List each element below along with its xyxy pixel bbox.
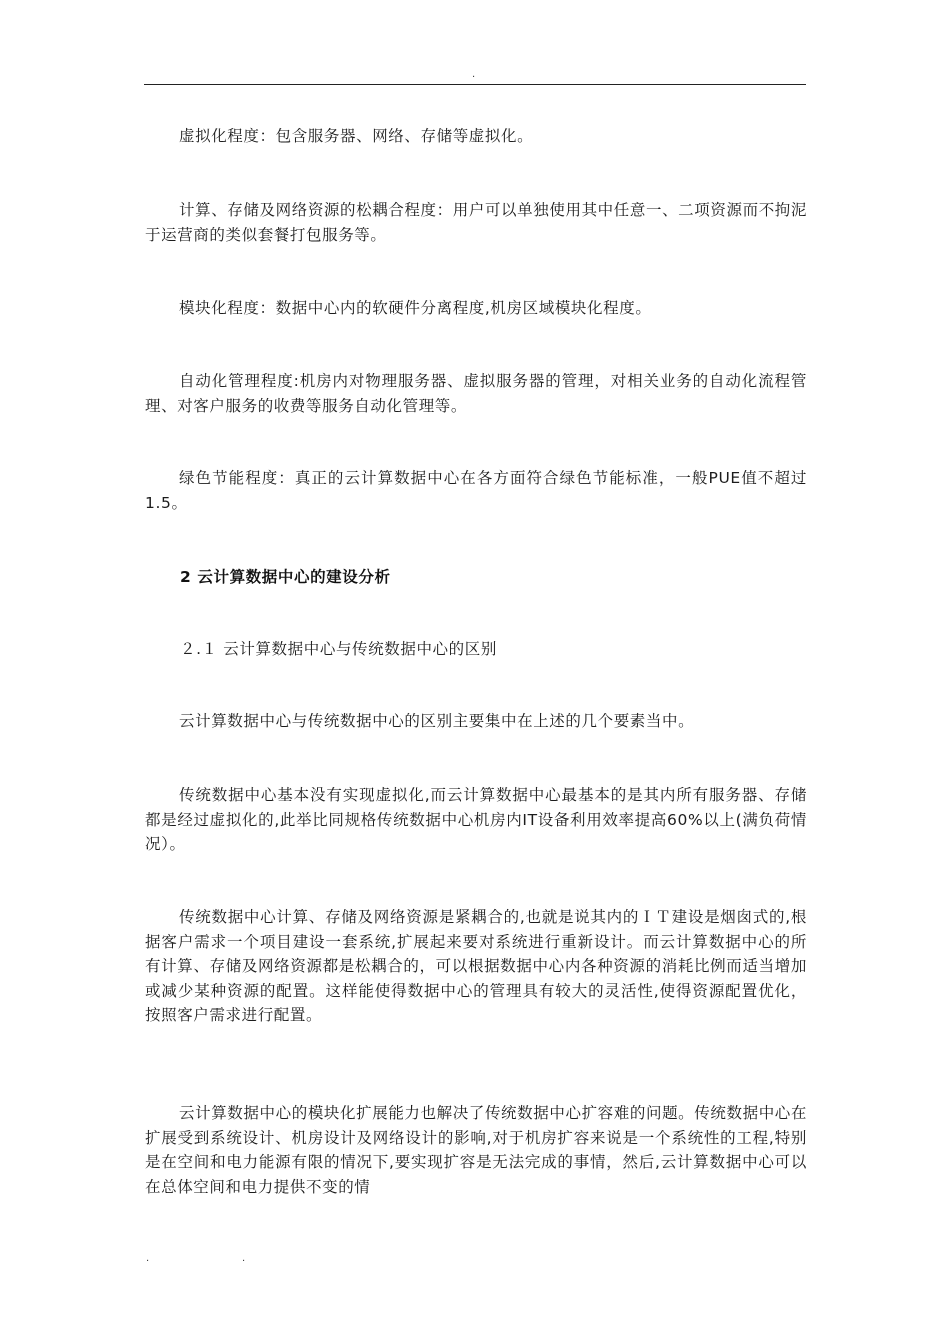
paragraph-loose-coupling: 计算、存储及网络资源的松耦合程度：用户可以单独使用其中任意一、二项资源而不拘泥于运营商的类似套餐打包服务等。 <box>145 201 807 244</box>
paragraph-virtualization: 虚拟化程度：包含服务器、网络、存储等虚拟化。 <box>179 127 534 145</box>
section-heading: 2 云计算数据中心的建设分析 <box>180 568 391 586</box>
header-rule <box>144 84 806 85</box>
paragraph-difference-intro: 云计算数据中心与传统数据中心的区别主要集中在上述的几个要素当中。 <box>179 712 695 730</box>
paragraph-modular-expansion: 云计算数据中心的模块化扩展能力也解决了传统数据中心扩容难的问题。传统数据中心在扩展受到系统设计、机房设计及网络设计的影响,对于机房扩容来说是一个系统性的工程,特别是在空间和电力能源有限的情况下,要实现扩容是无法完成的事情，然后,云计算数据中心可以在总体空间和电力提供不变的情 <box>145 1104 807 1196</box>
footer-mark-right: . <box>242 1253 246 1264</box>
paragraph-coupling-compare: 传统数据中心计算、存储及网络资源是紧耦合的,也就是说其内的ＩＴ建设是烟囱式的,根据客户需求一个项目建设一套系统,扩展起来要对系统进行重新设计。而云计算数据中心的所有计算、存储及网络资源都是松耦合的，可以根据数据中心内各种资源的消耗比例而适当增加或减少某种资源的配置。这样能使得数据中心的管理具有较大的灵活性,使得资源配置优化，按照客户需求进行配置。 <box>145 908 807 1024</box>
subsection-heading: ２.１ 云计算数据中心与传统数据中心的区别 <box>180 640 497 658</box>
footer-mark-left: . <box>146 1253 150 1264</box>
paragraph-virtualization-compare: 传统数据中心基本没有实现虚拟化,而云计算数据中心最基本的是其内所有服务器、存储都是经过虚拟化的,此举比同规格传统数据中心机房内IT设备利用效率提高60%以上(满负荷情况）。 <box>145 786 807 853</box>
paragraph-modularity: 模块化程度：数据中心内的软硬件分离程度,机房区域模块化程度。 <box>179 299 652 317</box>
header-mark: . <box>472 69 476 80</box>
paragraph-automation: 自动化管理程度:机房内对物理服务器、虚拟服务器的管理，对相关业务的自动化流程管理、对客户服务的收费等服务自动化管理等。 <box>145 372 807 415</box>
paragraph-green-energy: 绿色节能程度：真正的云计算数据中心在各方面符合绿色节能标准，一般PUE值不超过1.5。 <box>145 469 807 512</box>
